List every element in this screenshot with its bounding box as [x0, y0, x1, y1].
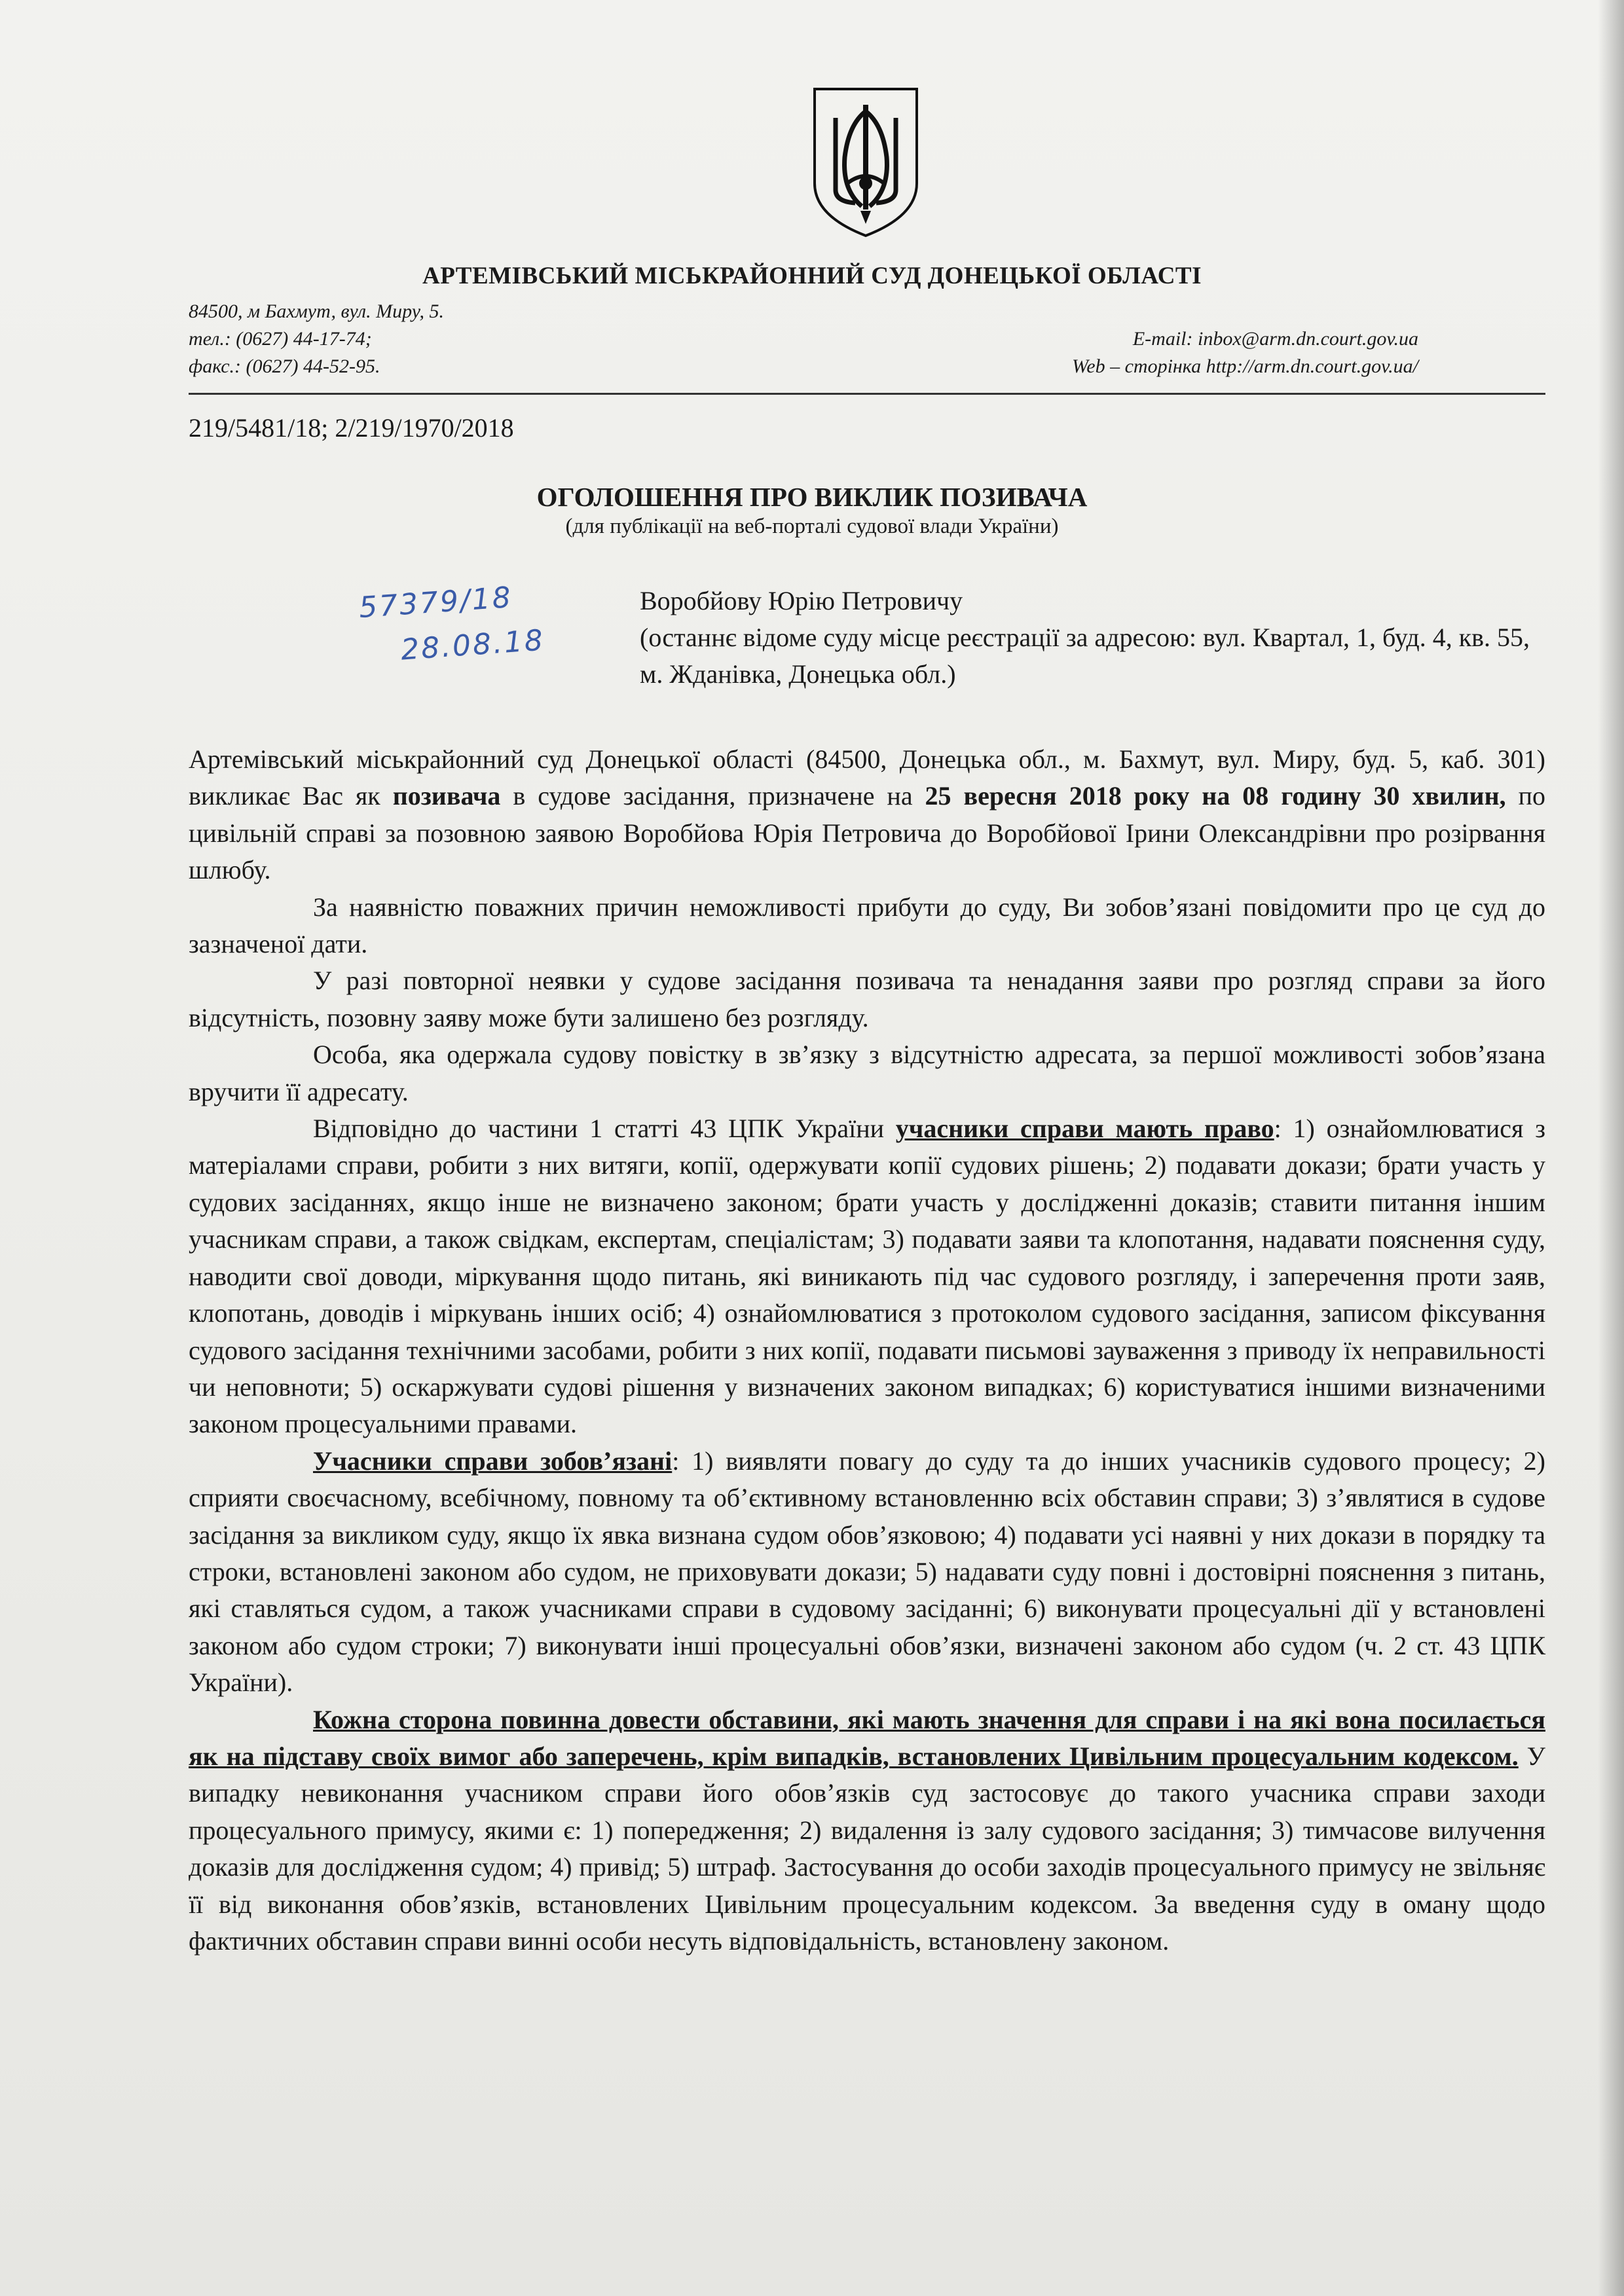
court-fax: факс.: (0627) 44-52-95.	[189, 355, 380, 377]
hearing-date: 25 вересня 2018 року на 08 годину 30 хвилин,	[925, 781, 1506, 811]
summons-text-cont: в судове засідання, призначене на	[500, 781, 925, 811]
court-online-contacts	[1072, 325, 1418, 380]
handwritten-registration-date: 28.08.18	[399, 623, 546, 667]
notice-body	[189, 741, 1545, 1959]
court-address: 84500, м Бахмут, вул. Миру, 5.	[189, 301, 445, 322]
case-number: 219/5481/18; 2/219/1970/2018	[189, 413, 514, 443]
summons-text: Артемівський міськрайонний суд Донецької області (84500, Донецька обл., м. Бахмут, вул. Миру, буд. 5, каб. 301) викликає Вас як	[189, 744, 1545, 811]
court-website: Web – сторінка http://arm.dn.court.gov.ua/	[1072, 355, 1418, 377]
document-subtitle: (для публікації на веб-порталі судової влади України)	[565, 515, 1059, 538]
party-role: позивача	[392, 781, 501, 811]
addressee-address: (останнє відоме суду місце реєстрації за адресою: вул. Квартал, 1, буд. 4, кв. 55, м. Жданівка, Донецька обл.)	[640, 623, 1530, 689]
procedural-coercion-text: У випадку невиконання учасником справи його обов’язків суд застосовує до такого учасника справи заходи процесуального примусу, якими є: 1) попередження; 2) видалення із залу судового засідання; 3) тимчасове вилучення доказів для дослідження судом; 4) привід; 5) штраф. Застосування до особи заходів процесуального примусу не звільняє її від виконання обов’язків, встановлених Цивільним процесуальним кодексом. За введення суду в оману щодо фактичних обставин справи винні особи несуть відповідальність, встановлену законом.	[189, 1741, 1545, 1956]
duties-heading: Учасники справи зобов’язані	[313, 1446, 673, 1476]
document-title: ОГОЛОШЕННЯ ПРО ВИКЛИК ПОЗИВАЧА	[536, 482, 1088, 512]
paragraph-delivery: Особа, яка одержала судову повістку в зв’язку з відсутністю адресата, за першої можливості зобов’язана вручити її адресату.	[189, 1040, 1545, 1106]
paragraph-notify: За наявністю поважних причин неможливості прибути до суду, Ви зобов’язані повідомити про це суд до зазначеної дати.	[189, 892, 1545, 959]
addressee-block	[640, 583, 1557, 693]
page-edge-shadow	[1598, 0, 1624, 2296]
paragraph-nonappearance: У разі повторної неявки у судове засідання позивача та ненадання заяви про розгляд справи за його відсутність, позовну заяву може бути залишено без розгляду.	[189, 966, 1545, 1032]
court-name: АРТЕМІВСЬКИЙ МІСЬКРАЙОННИЙ СУД ДОНЕЦЬКОЇ ОБЛАСТІ	[422, 263, 1202, 289]
court-contacts	[189, 298, 444, 380]
handwritten-registration-number: 57379/18	[358, 580, 514, 625]
rights-intro: Відповідно до частини 1 статті 43 ЦПК України	[313, 1114, 896, 1144]
addressee-name: Воробйову Юрію Петровичу	[640, 586, 963, 615]
paragraph-rights	[189, 1110, 1545, 1443]
case-description: по цивільній справі за позовною заявою Воробйова Юрія Петровича до Воробйової Ірини Олександрівни про розірвання шлюбу.	[189, 781, 1546, 885]
paragraph-burden-of-proof	[189, 1702, 1545, 1960]
court-email: E-mail: inbox@arm.dn.court.gov.ua	[1132, 328, 1418, 350]
rights-heading: учасники справи мають право	[895, 1114, 1274, 1144]
paragraph-summons	[189, 741, 1545, 889]
rights-list: : 1) ознайомлюватися з матеріалами справи, робити з них витяги, копії, одержувати копії судових рішень; 2) подавати докази; брати участь у судових засіданнях, якщо інше не визначено законом; брати участь у дослідженні доказів; ставити питання іншим учасникам справи, а також свідкам, експертам, спеціалістам; 3) подавати заяви та клопотання, надавати пояснення суду, наводити свої доводи, міркування щодо питань, які виникають під час судового розгляду, і заперечення проти заяв, клопотань, доводів і міркувань інших осіб; 4) ознайомлюватися з протоколом судового засідання, записом фіксування судового засідання технічними засобами, робити з них копії, подавати письмові зауваження з приводу їх неправильності чи неповноти; 5) оскаржувати судові рішення у визначених законом випадках; 6) користуватися іншими визначеними законом процесуальними правами.	[189, 1114, 1545, 1439]
header-divider	[189, 393, 1545, 395]
burden-of-proof-statement: Кожна сторона повинна довести обставини, які мають значення для справи і на які вона посилається як на підставу своїх вимог або заперечень, крім випадків, встановлених Цивільним процесуальним кодексом.	[189, 1704, 1545, 1771]
paragraph-duties	[189, 1443, 1545, 1702]
duties-list: : 1) виявляти повагу до суду та до інших учасників судового процесу; 2) сприяти своєчасному, всебічному, повному та об’єктивному встановленню всіх обставин справи; 3) з’являтися в судове засідання за викликом суду, якщо їх явка визнана судом обов’язковою; 4) подавати усі наявні у них докази в порядку та строки, встановлені законом або судом, не приховувати докази; 5) надавати суду повні і достовірні пояснення з питань, які ставляться судом, а також учасниками справи в судовому засіданні; 6) виконувати процесуальні дії у встановлені законом або судом строки; 7) виконувати інші процесуальні обов’язки, визначені законом або судом (ч. 2 ст. 43 ЦПК України).	[189, 1446, 1546, 1698]
coat-of-arms-icon	[809, 85, 922, 240]
court-phone: тел.: (0627) 44-17-74;	[189, 328, 372, 350]
